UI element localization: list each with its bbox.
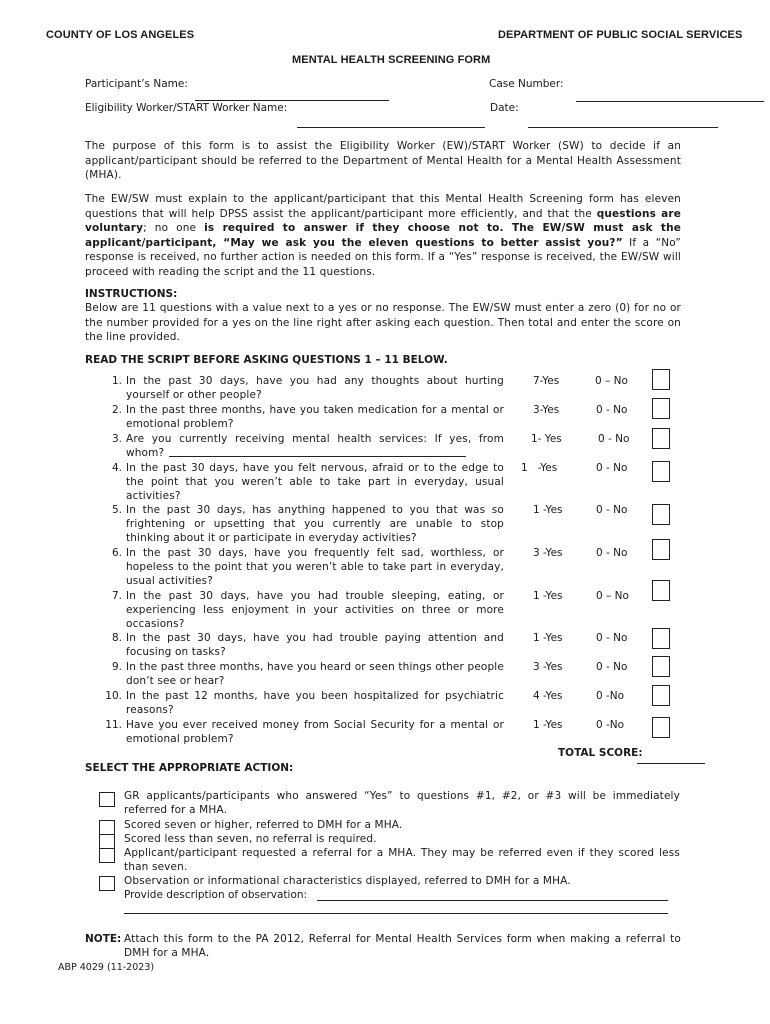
question-yes-value: 1 -Yes xyxy=(533,590,563,602)
action-checkbox-5[interactable] xyxy=(99,876,115,891)
question-no-value: 0 - No xyxy=(598,433,630,445)
question-no-value: 0 - No xyxy=(596,504,628,516)
question-score-box[interactable] xyxy=(652,717,670,738)
question-text: In the past 12 months, have you been hospitalized for psychiatric reasons? xyxy=(126,690,504,716)
question-text: Are you currently receiving mental health services: If yes, from whom? xyxy=(126,433,504,459)
question-number: 11. xyxy=(105,719,122,731)
question-text: In the past 30 days, have you frequently felt sad, worthless, or hopeless to the point that you weren’t able to take part in everyday, usual activities? xyxy=(126,547,504,587)
participant-name-label: Participant’s Name: xyxy=(85,78,188,90)
county-name: COUNTY OF LOS ANGELES xyxy=(46,29,195,41)
explanation-text-2: ; no one xyxy=(143,222,205,235)
question-yes-value: 3-Yes xyxy=(533,404,560,416)
actions-heading: SELECT THE APPROPRIATE ACTION: xyxy=(85,762,294,774)
question-no-value: 0 - No xyxy=(596,661,628,673)
question-no-value: 0 -No xyxy=(596,690,625,702)
question-yes-value: 1 -Yes xyxy=(533,632,563,644)
question-number: 3. xyxy=(111,433,122,445)
note-label: NOTE: xyxy=(85,933,122,945)
question-number: 1. xyxy=(111,375,122,387)
question-number: 8. xyxy=(111,632,122,644)
observation-label: Provide description of observation: xyxy=(124,889,308,901)
form-id: ABP 4029 (11-2023) xyxy=(58,962,155,973)
question-text: In the past three months, have you heard or seen things other people don’t see or hear? xyxy=(126,661,504,687)
action-option-1: GR applicants/participants who answered “Yes” to questions #1, #2, or #3 will be immediately referred for a MHA. xyxy=(124,790,680,816)
question-number: 5. xyxy=(111,504,122,516)
question-score-box[interactable] xyxy=(652,428,670,449)
question-yes-value: 1 -Yes xyxy=(521,462,558,474)
question-number: 9. xyxy=(111,661,122,673)
explanation-bold-1: questions are voluntary xyxy=(85,207,681,235)
provider-name-field[interactable] xyxy=(169,456,466,457)
question-text: In the past 30 days, has anything happened to you that was so frightening or upsetting that you currently are unable to stop thinking about it or participate in everyday activities? xyxy=(126,504,504,544)
instructions-heading: INSTRUCTIONS: xyxy=(85,288,178,300)
total-score-label: TOTAL SCORE: xyxy=(558,747,643,759)
worker-name-field[interactable] xyxy=(297,127,485,128)
question-score-box[interactable] xyxy=(652,656,670,677)
question-number: 6. xyxy=(111,547,122,559)
question-yes-value: 3 -Yes xyxy=(533,661,563,673)
question-text: In the past 30 days, have you had trouble sleeping, eating, or experiencing less enjoyment in your activities on three or more occasions? xyxy=(126,590,504,630)
question-yes-value: 3 -Yes xyxy=(533,547,563,559)
question-number: 7. xyxy=(111,590,122,602)
question-text: In the past 30 days, have you felt nervous, afraid or to the edge to the point that you weren’t able to take part in everyday, usual activities? xyxy=(126,462,504,502)
question-score-box[interactable] xyxy=(652,580,670,601)
question-yes-value: 1- Yes xyxy=(531,433,562,445)
question-score-box[interactable] xyxy=(652,369,670,390)
question-no-value: 0 -No xyxy=(596,719,625,731)
worker-name-label: Eligibility Worker/START Worker Name: xyxy=(85,102,288,114)
question-no-value: 0 - No xyxy=(596,462,628,474)
question-yes-value: 1 -Yes xyxy=(533,504,563,516)
observation-field-line-1[interactable] xyxy=(317,900,668,901)
action-checkbox-1[interactable] xyxy=(99,792,115,807)
explanation-text-3: If a “No” response is received, no further action is needed on this form. If a “Yes” response is received, the EW/SW will proceed with reading the script and the 11 questions. xyxy=(85,236,681,278)
department-name: DEPARTMENT OF PUBLIC SOCIAL SERVICES xyxy=(498,29,743,41)
question-yes-value: 1 -Yes xyxy=(533,719,563,731)
purpose-paragraph: The purpose of this form is to assist the Eligibility Worker (EW)/START Worker (SW) to decide if an applicant/participant should be referred to the Department of Mental Health for a Mental Health Assessment (MHA). xyxy=(85,140,681,182)
question-text: In the past 30 days, have you had trouble paying attention and focusing on tasks? xyxy=(126,632,504,658)
action-option-4: Applicant/participant requested a referral for a MHA. They may be referred even if they scored less than seven. xyxy=(124,847,680,873)
question-no-value: 0 - No xyxy=(596,632,628,644)
explanation-text-1: The EW/SW must explain to the applicant/participant that this Mental Health Screening form has eleven questions that will help DPSS assist the applicant/participant more efficiently, and that the xyxy=(85,193,681,220)
question-no-value: 0 – No xyxy=(596,590,629,602)
question-score-box[interactable] xyxy=(652,398,670,419)
date-label: Date: xyxy=(490,102,519,114)
case-number-label: Case Number: xyxy=(489,78,564,90)
question-yes-value: 4 -Yes xyxy=(533,690,563,702)
total-score-field[interactable] xyxy=(637,763,705,764)
question-no-value: 0 - No xyxy=(596,547,628,559)
script-heading: READ THE SCRIPT BEFORE ASKING QUESTIONS 1 – 11 BELOW. xyxy=(85,354,448,366)
explanation-bold-2: is required to answer if they choose not to. The EW/SW must ask the applicant/participant, “May we ask you the eleven questions to better assist you?” xyxy=(85,222,681,249)
question-score-box[interactable] xyxy=(652,461,670,482)
action-option-3: Scored less than seven, no referral is required. xyxy=(124,833,377,845)
explanation-paragraph xyxy=(85,192,681,280)
question-text: In the past 30 days, have you had any thoughts about hurting yourself or other people? xyxy=(126,375,504,401)
question-no-value: 0 - No xyxy=(596,404,628,416)
question-text: Have you ever received money from Social Security for a mental or emotional problem? xyxy=(126,719,504,745)
question-number: 4. xyxy=(111,462,122,474)
question-score-box[interactable] xyxy=(652,685,670,706)
action-checkbox-4[interactable] xyxy=(99,848,115,863)
question-text: In the past three months, have you taken medication for a mental or emotional problem? xyxy=(126,404,504,430)
question-number: 2. xyxy=(111,404,122,416)
question-number: 10. xyxy=(105,690,122,702)
question-score-box[interactable] xyxy=(652,539,670,560)
question-no-value: 0 – No xyxy=(595,375,628,387)
question-score-box[interactable] xyxy=(652,628,670,649)
action-checkbox-3[interactable] xyxy=(99,834,115,849)
instructions-text: Below are 11 questions with a value next to a yes or no response. The EW/SW must enter a zero (0) for no or the number provided for a yes on the line right after asking each question. Then total and enter the score on the line provided. xyxy=(85,302,681,344)
action-checkbox-2[interactable] xyxy=(99,820,115,835)
case-number-field[interactable] xyxy=(576,101,764,102)
form-title: MENTAL HEALTH SCREENING FORM xyxy=(292,54,491,66)
action-option-5: Observation or informational characteristics displayed, referred to DMH for a MHA. xyxy=(124,875,571,887)
note-text: Attach this form to the PA 2012, Referral for Mental Health Services form when making a referral to DMH for a MHA. xyxy=(124,933,681,959)
action-option-2: Scored seven or higher, referred to DMH for a MHA. xyxy=(124,819,403,831)
question-yes-value: 7-Yes xyxy=(533,375,560,387)
date-field[interactable] xyxy=(528,127,718,128)
observation-field-line-2[interactable] xyxy=(124,913,668,914)
question-score-box[interactable] xyxy=(652,504,670,525)
